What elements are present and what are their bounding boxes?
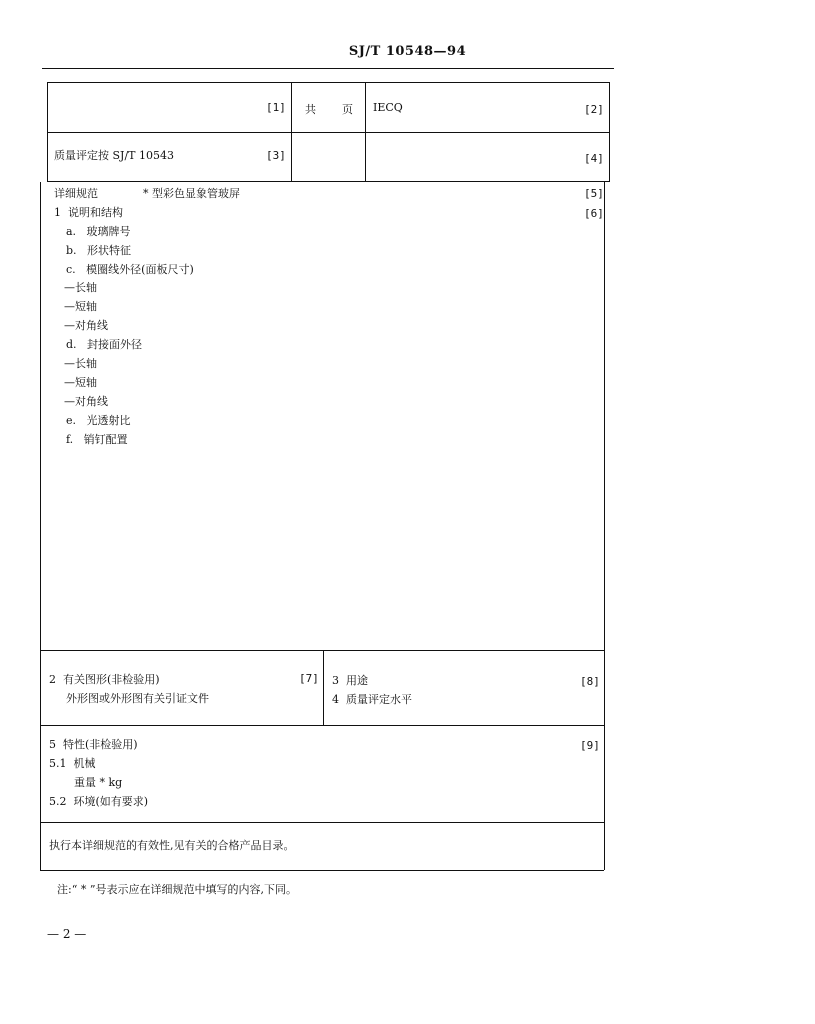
section-3-title: 3 用途	[332, 674, 368, 687]
section-2-top-rule	[40, 650, 604, 651]
main-right-border	[604, 182, 605, 870]
top-table-col-divider-1	[291, 82, 292, 182]
ref-3: [3]	[266, 149, 286, 162]
list-item: c. 模圈线外径(面板尺寸)	[66, 263, 194, 276]
ref-6: [6]	[584, 207, 604, 220]
page-number: — 2 —	[47, 927, 87, 941]
quality-assessment-basis: 质量评定按 SJ/T 10543	[54, 149, 174, 162]
ref-2: [2]	[584, 103, 604, 116]
list-item: —对角线	[64, 395, 108, 408]
top-table-row-divider	[47, 132, 610, 133]
section-5-2: 5.2 环境(如有要求)	[49, 795, 149, 808]
validity-top-rule	[40, 822, 604, 823]
list-item: —短轴	[64, 300, 97, 313]
iecq-label: IECQ	[373, 101, 403, 114]
ref-7: [7]	[299, 672, 319, 685]
ref-9: [9]	[580, 739, 600, 752]
list-item: b. 形状特征	[66, 244, 132, 257]
weight-line: 重量 * kg	[74, 776, 123, 789]
list-item: f. 销钉配置	[66, 433, 128, 446]
section-2-title: 2 有关图形(非检验用)	[49, 673, 160, 686]
list-item: —长轴	[64, 281, 97, 294]
main-left-border	[40, 182, 41, 870]
list-item: d. 封接面外径	[66, 338, 143, 351]
detail-spec-label: 详细规范	[54, 187, 98, 200]
footnote: 注:“ * ”号表示应在详细规范中填写的内容,下同。	[57, 883, 297, 896]
section-2-divider	[323, 650, 324, 725]
section-5-title: 5 特性(非检验用)	[49, 738, 138, 751]
ref-8: [8]	[580, 675, 600, 688]
page-label: 页	[342, 103, 353, 116]
ref-4: [4]	[584, 152, 604, 165]
ref-5: [5]	[584, 187, 604, 200]
document-code: SJ/T 10548—94	[348, 44, 467, 59]
list-item: e. 光透射比	[66, 414, 131, 427]
section-4-title: 4 质量评定水平	[332, 693, 412, 706]
detail-spec-title: * 型彩色显象管玻屏	[143, 187, 240, 200]
ref-1: [1]	[266, 101, 286, 114]
list-item: —长轴	[64, 357, 97, 370]
list-item: —对角线	[64, 319, 108, 332]
top-table-col-divider-2	[365, 82, 366, 182]
validity-statement: 执行本详细规范的有效性,见有关的合格产品目录。	[49, 839, 295, 852]
section-5-1: 5.1 机械	[49, 757, 96, 770]
total-label: 共	[305, 103, 316, 116]
main-bottom-border	[40, 870, 604, 871]
list-item: —短轴	[64, 376, 97, 389]
section-2-line: 外形图或外形图有关引证文件	[66, 692, 209, 705]
header-rule	[42, 68, 614, 69]
list-item: a. 玻璃牌号	[66, 225, 131, 238]
section-1-title: 1 说明和结构	[54, 206, 123, 219]
section-2-bottom-rule	[40, 725, 604, 726]
